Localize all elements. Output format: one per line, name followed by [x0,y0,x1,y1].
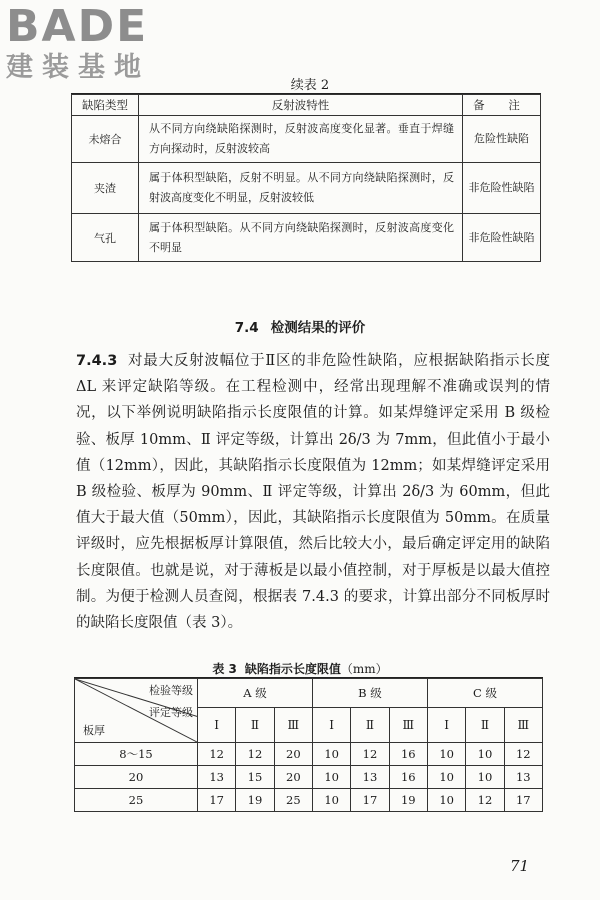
reflection-desc: 属于体积型缺陷，反射不明显。从不同方向绕缺陷探测时，反射波高度变化不明显，反射波较低 [139,163,463,214]
level-a: A 级 [198,679,313,708]
value-cell: 10 [312,743,350,766]
value-cell: 17 [504,789,542,812]
diagonal-header-cell [75,679,198,743]
table3-title [0,660,600,677]
value-cell: 10 [466,743,504,766]
level-b: B 级 [312,679,427,708]
section-title: 检测结果的评价 [270,320,366,336]
defect-type: 气孔 [72,214,139,262]
grade-cell: Ⅱ [466,708,504,743]
table3-number: 表 3 [212,662,237,676]
section-number: 7.4 [234,320,259,336]
defect-note: 危险性缺陷 [463,116,541,163]
page-number: 71 [510,857,530,875]
thickness-cell: 8～15 [75,743,198,766]
defect-note: 非危险性缺陷 [463,214,541,262]
reflection-desc: 从不同方向绕缺陷探测时，反射波高度变化显著。垂直于焊缝方向探动时，反射波较高 [139,116,463,163]
paragraph-number: 7.4.3 [76,353,118,369]
value-cell: 10 [427,743,465,766]
value-cell: 10 [312,766,350,789]
grade-cell: Ⅰ [427,708,465,743]
value-cell: 19 [389,789,427,812]
defect-length-limit-table [74,678,543,812]
table3-unit: （mm） [340,662,388,676]
grade-cell: Ⅲ [274,708,312,743]
value-cell: 20 [274,766,312,789]
value-cell: 13 [504,766,542,789]
value-cell: 17 [351,789,389,812]
value-cell: 12 [236,743,274,766]
table-header-row [72,95,541,116]
thickness-cell: 25 [75,789,198,812]
header-reflection: 反射波特性 [139,95,463,116]
level-c: C 级 [427,679,542,708]
table-row [75,766,543,789]
reflection-desc: 属于体积型缺陷。从不同方向绕缺陷探测时，反射波高度变化不明显 [139,214,463,262]
value-cell: 19 [236,789,274,812]
grade-cell: Ⅲ [504,708,542,743]
table-row [72,214,541,262]
value-cell: 10 [427,766,465,789]
grade-cell: Ⅰ [312,708,350,743]
thickness-label: 板厚 [83,724,105,737]
defect-type-table [71,94,541,262]
logo-text-cn: 建装基地 [6,52,150,83]
table2-caption: 续表 2 [290,78,330,93]
value-cell: 12 [466,789,504,812]
value-cell: 25 [274,789,312,812]
value-cell: 16 [389,743,427,766]
thickness-cell: 20 [75,766,198,789]
value-cell: 13 [351,766,389,789]
defect-type: 夹渣 [72,163,139,214]
defect-note: 非危险性缺陷 [463,163,541,214]
value-cell: 15 [236,766,274,789]
value-cell: 12 [351,743,389,766]
value-cell: 16 [389,766,427,789]
value-cell: 17 [198,789,236,812]
value-cell: 12 [504,743,542,766]
grade-cell: Ⅰ [198,708,236,743]
bade-logo [6,1,186,88]
section-heading [0,316,600,336]
value-cell: 20 [274,743,312,766]
value-cell: 10 [466,766,504,789]
value-cell: 10 [427,789,465,812]
grade-cell: Ⅲ [389,708,427,743]
grade-cell: Ⅱ [351,708,389,743]
table-row [75,789,543,812]
value-cell: 13 [198,766,236,789]
grade-cell: Ⅱ [236,708,274,743]
evaluation-grade-label: 评定等级 [149,706,193,719]
defect-type: 未熔合 [72,116,139,163]
table-row [72,163,541,214]
header-defect-type: 缺陷类型 [72,95,139,116]
value-cell: 10 [312,789,350,812]
paragraph-text: 对最大反射波幅位于Ⅱ区的非危险性缺陷，应根据缺陷指示长度 ΔL 来评定缺陷等级。在工程检测中，经常出现理解不准确或误判的情况，以下举例说明缺陷指示长度限值的计算。如某焊缝评定采用 B 级检验、板厚 10mm、Ⅱ 评定等级，计算出 2δ/3 为 7mm，但此值小于最小值（12mm），因此，其缺陷指示长度限值为 12mm；如某焊缝评定采用 B 级检验、板厚为 90mm、Ⅱ 评定等级，计算出 2δ/3 为 60mm，但此值大于最大值（50mm），因此，其缺陷指示长度限值为 50mm。在质量评级时，应先根据板厚计算限值，然后比较大小，最后确定评定用的缺陷长度限值。也就是说，对于薄板是以最小值控制，对于厚板是以最大值控制。为便于检测人员查阅，根据表 7.4.3 的要求，计算出部分不同板厚时的缺陷长度限值（表 3）。 [76,353,550,632]
paragraph-7-4-3 [76,348,550,636]
header-note: 备 注 [463,95,541,116]
value-cell: 12 [198,743,236,766]
table-row [72,116,541,163]
level-header-row [75,679,543,708]
table3-title-text: 缺陷指示长度限值 [244,662,341,676]
table-row [75,743,543,766]
inspection-level-label: 检验等级 [149,684,193,697]
logo-text-en: BADE [6,1,149,52]
